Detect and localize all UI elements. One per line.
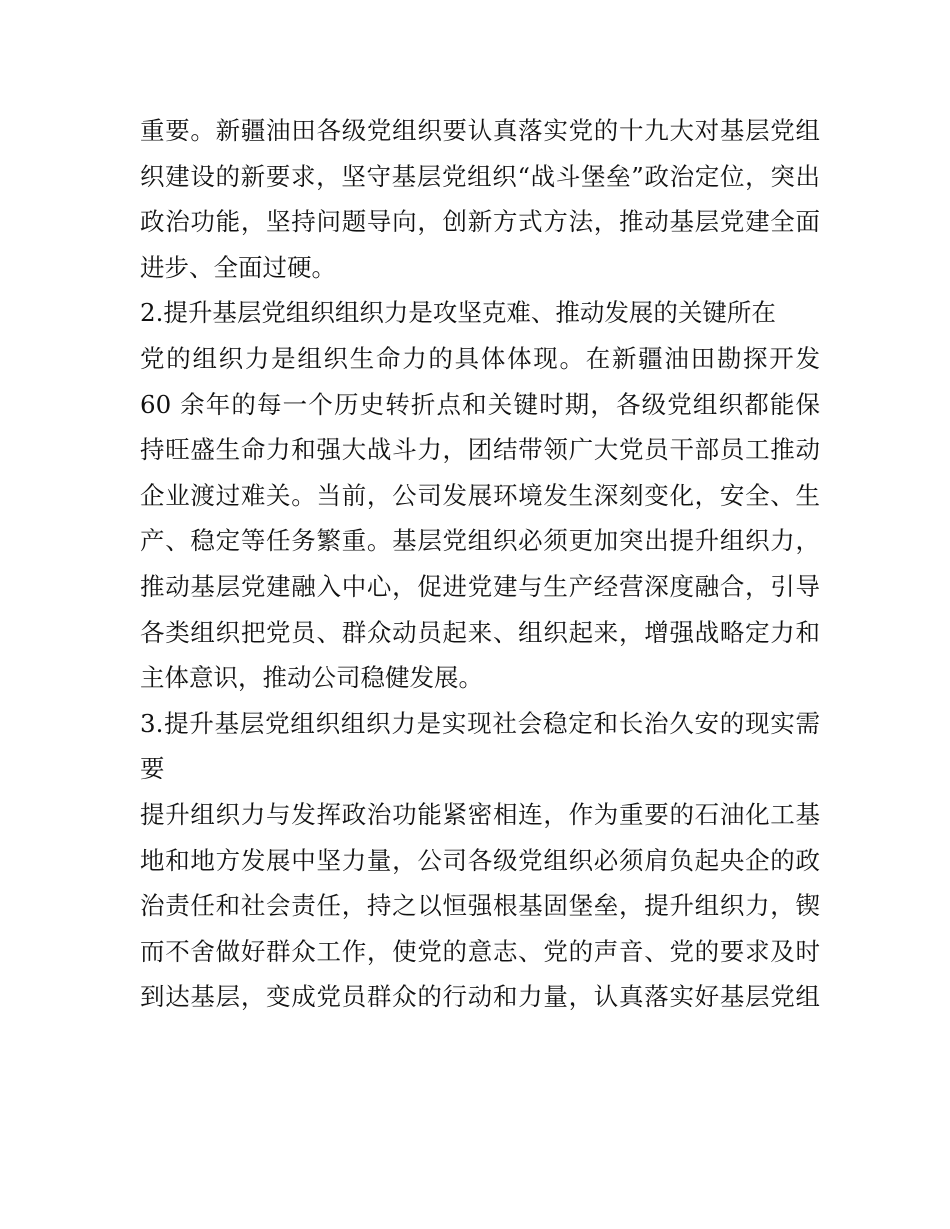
text-line: 而不舍做好群众工作，使党的意志、党的声音、党的要求及时 bbox=[140, 936, 820, 966]
text-line: 织建设的新要求，坚守基层党组织“战斗堡垒”政治定位，突出 bbox=[140, 161, 820, 191]
text-line: 重要。新疆油田各级党组织要认真落实党的十九大对基层党组 bbox=[140, 116, 820, 145]
text-line: 提升组织力与发挥政治功能紧密相连，作为重要的石油化工基 bbox=[140, 799, 820, 829]
section-heading: 3.提升基层党组织组织力是实现社会稳定和长治久安的现实需 bbox=[140, 708, 820, 738]
text-line: 各类组织把党员、群众动员起来、组织起来，增强战略定力和 bbox=[140, 617, 820, 647]
text-line: 政治功能，坚持问题导向，创新方式方法，推动基层党建全面 bbox=[140, 207, 820, 237]
section-heading: 2.提升基层党组织组织力是攻坚克难、推动发展的关键所在 bbox=[140, 298, 776, 328]
text-line: 地和地方发展中坚力量，公司各级党组织必须肩负起央企的政 bbox=[140, 845, 820, 875]
text-line: 推动基层党建融入中心，促进党建与生产经营深度融合，引导 bbox=[140, 571, 820, 601]
text-line: 企业渡过难关。当前，公司发展环境发生深刻变化，安全、生 bbox=[140, 480, 820, 510]
document-body bbox=[140, 108, 820, 1020]
text-line: 党的组织力是组织生命力的具体体现。在新疆油田勘探开发 bbox=[140, 343, 820, 373]
text-line: 主体意识，推动公司稳健发展。 bbox=[140, 663, 483, 693]
text-line: 进步、全面过硬。 bbox=[140, 252, 336, 282]
text-line: 持旺盛生命力和强大战斗力，团结带领广大党员干部员工推动 bbox=[140, 435, 820, 465]
text-line: 治责任和社会责任，持之以恒强根基固堡垒，提升组织力，锲 bbox=[140, 891, 820, 921]
text-line: 产、稳定等任务繁重。基层党组织必须更加突出提升组织力， bbox=[140, 526, 820, 556]
section-heading-continuation: 要 bbox=[140, 754, 165, 784]
text-line: 到达基层，变成党员群众的行动和力量，认真落实好基层党组 bbox=[140, 982, 820, 1012]
text-line: 60 余年的每一个历史转折点和关键时期，各级党组织都能保 bbox=[140, 389, 820, 419]
